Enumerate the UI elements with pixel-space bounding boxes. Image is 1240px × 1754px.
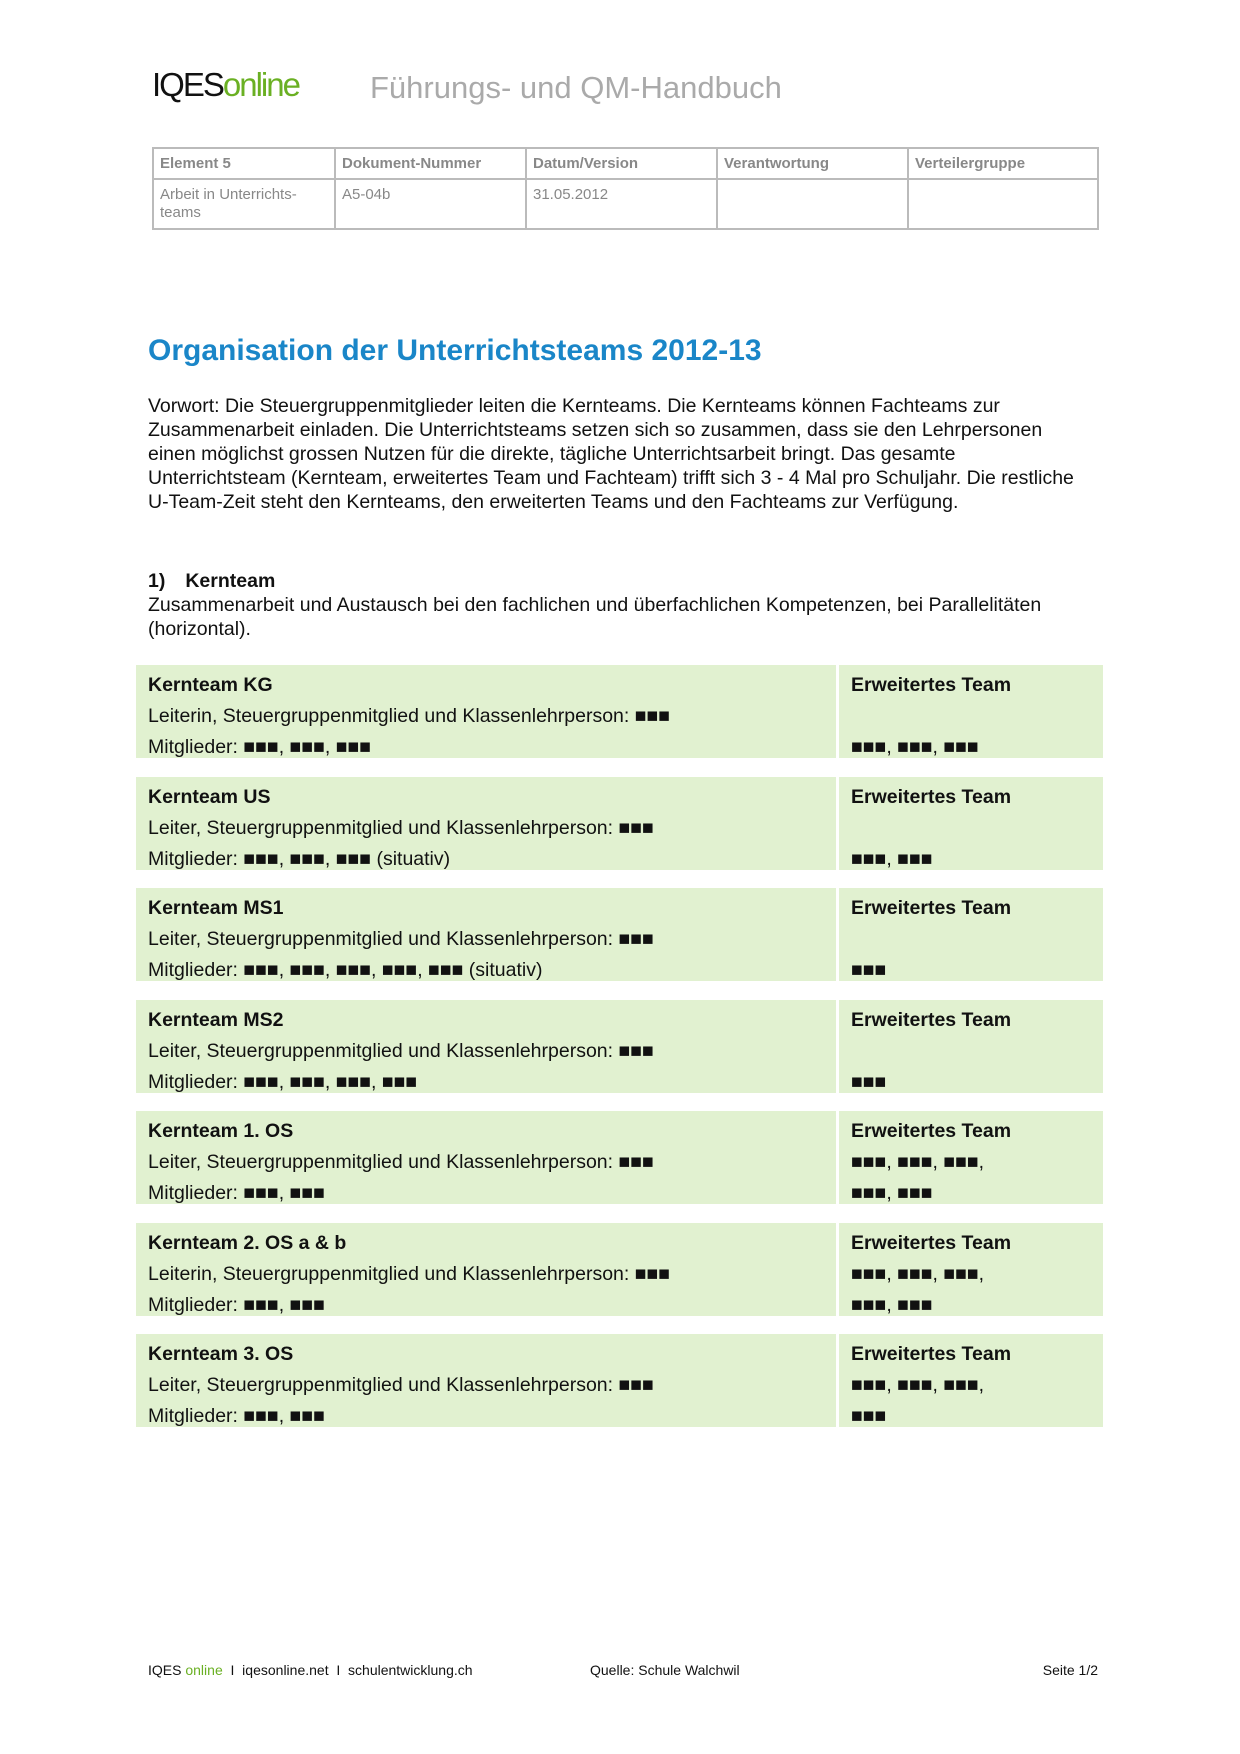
extended-team	[836, 1000, 1103, 1093]
page-number: Seite 1/2	[1042, 1662, 1098, 1678]
meta-header: Datum/Version	[526, 148, 717, 179]
footer-brand: IQES	[148, 1662, 182, 1678]
team-name: Kernteam 1. OS	[148, 1120, 294, 1142]
extended-team-members: ■■■	[851, 959, 887, 981]
iqes-logo	[152, 66, 299, 104]
extended-team-title: Erweitertes Team	[851, 1008, 1012, 1031]
team-name: Kernteam MS1	[148, 897, 284, 919]
team-box	[136, 1223, 1103, 1316]
core-team	[148, 1116, 654, 1209]
section-title: Kernteam	[185, 570, 276, 592]
team-name: Kernteam MS2	[148, 1008, 284, 1031]
handbook-title: Führungs- und QM-Handbuch	[370, 70, 782, 105]
extended-team-members: ■■■, ■■■	[851, 1182, 933, 1204]
team-box	[136, 1111, 1103, 1204]
extended-team	[836, 665, 1103, 758]
team-name: Kernteam 2. OS a & b	[148, 1231, 347, 1254]
extended-team-members: ■■■	[851, 1070, 887, 1093]
team-name: Kernteam KG	[148, 674, 273, 696]
team-name: Kernteam US	[148, 785, 271, 808]
team-leader: Leiter, Steuergruppenmitglied und Klassenlehrperson: ■■■	[148, 928, 654, 950]
logo-text-online: online	[222, 66, 299, 103]
extended-team	[836, 1223, 1103, 1316]
team-leader: Leiterin, Steuergruppenmitglied und Klassenlehrperson: ■■■	[148, 1262, 671, 1285]
extended-team-title: Erweitertes Team	[851, 897, 1012, 919]
footer-link-text[interactable]: I iqesonline.net I schulentwicklung.ch	[230, 1662, 473, 1678]
meta-header: Verteilergruppe	[908, 148, 1098, 179]
extended-team-members: ■■■, ■■■	[851, 1293, 933, 1316]
meta-header: Dokument-Nummer	[335, 148, 526, 179]
meta-value: 31.05.2012	[526, 179, 717, 229]
team-leader: Leiter, Steuergruppenmitglied und Klassenlehrperson: ■■■	[148, 1151, 654, 1173]
footer-links	[148, 1662, 473, 1678]
team-box	[136, 1334, 1103, 1427]
extended-team	[836, 777, 1103, 870]
extended-team-title: Erweitertes Team	[851, 1231, 1012, 1254]
core-team	[148, 1339, 654, 1432]
extended-team-title: Erweitertes Team	[851, 785, 1012, 808]
meta-header: Verantwortung	[717, 148, 908, 179]
core-team	[148, 1005, 654, 1098]
team-leader: Leiter, Steuergruppenmitglied und Klassenlehrperson: ■■■	[148, 816, 654, 839]
extended-team	[836, 888, 1103, 981]
core-team	[148, 670, 670, 763]
meta-value	[717, 179, 908, 229]
core-team	[148, 893, 654, 986]
team-name: Kernteam 3. OS	[148, 1343, 294, 1365]
extended-team-members	[851, 924, 1103, 955]
team-members: Mitglieder: ■■■, ■■■, ■■■, ■■■, ■■■ (situativ)	[148, 959, 543, 981]
team-leader: Leiterin, Steuergruppenmitglied und Klassenlehrperson: ■■■	[148, 705, 671, 727]
team-box	[136, 888, 1103, 981]
document-meta-table	[152, 147, 1099, 230]
team-leader: Leiter, Steuergruppenmitglied und Klassenlehrperson: ■■■	[148, 1039, 654, 1062]
section-heading	[148, 569, 1088, 593]
team-leader: Leiter, Steuergruppenmitglied und Klassenlehrperson: ■■■	[148, 1374, 654, 1396]
intro-paragraph: Vorwort: Die Steuergruppenmitglieder leiten die Kernteams. Die Kernteams können Fachteams zur Zusammenarbeit einladen. Die Unterrichtsteams setzen sich so zusammen, dass sie den Lehrpersonen einen möglichst grossen Nutzen für die direkte, tägliche Unterrichtsarbeit bringt. Das gesamte Unterrichtsteam (Kernteam, erweitertes Team und Fachteam) trifft sich 3 - 4 Mal pro Schuljahr. Die restliche U-Team-Zeit steht den Kernteams, den erweiterten Teams und den Fachteams zur Verfügung.	[148, 395, 1074, 513]
team-members: Mitglieder: ■■■, ■■■	[148, 1182, 325, 1204]
extended-team-members: ■■■, ■■■	[851, 847, 933, 870]
meta-value: Arbeit in Unterrichts-teams	[153, 179, 335, 229]
extended-team-members: ■■■, ■■■, ■■■,	[851, 1151, 985, 1173]
extended-team	[836, 1334, 1103, 1427]
team-box	[136, 665, 1103, 758]
extended-team-members: ■■■	[851, 1405, 887, 1427]
core-team	[148, 1228, 670, 1321]
page-title: Organisation der Unterrichtsteams 2012-13	[148, 334, 762, 367]
meta-value: A5-04b	[335, 179, 526, 229]
team-members: Mitglieder: ■■■, ■■■, ■■■ (situativ)	[148, 847, 451, 870]
extended-team-members: ■■■, ■■■, ■■■,	[851, 1262, 985, 1285]
team-box	[136, 1000, 1103, 1093]
extended-team-members	[851, 813, 1103, 844]
core-team	[148, 782, 654, 875]
extended-team-members: ■■■, ■■■, ■■■	[851, 736, 979, 758]
meta-header: Element 5	[153, 148, 335, 179]
extended-team-title: Erweitertes Team	[851, 1120, 1012, 1142]
team-members: Mitglieder: ■■■, ■■■	[148, 1405, 325, 1427]
meta-value	[908, 179, 1098, 229]
section-number: 1)	[148, 570, 166, 592]
footer-source: Quelle: Schule Walchwil	[590, 1662, 740, 1678]
footer-brand-online: online	[185, 1662, 223, 1678]
team-members: Mitglieder: ■■■, ■■■, ■■■, ■■■	[148, 1070, 418, 1093]
extended-team-members	[851, 1036, 1103, 1067]
section-description: Zusammenarbeit und Austausch bei den fachlichen und überfachlichen Kompetenzen, bei Parallelitäten (horizontal).	[148, 594, 1042, 640]
team-box	[136, 777, 1103, 870]
extended-team-members	[851, 701, 1103, 732]
team-members: Mitglieder: ■■■, ■■■, ■■■	[148, 736, 372, 758]
extended-team-members: ■■■, ■■■, ■■■,	[851, 1374, 985, 1396]
extended-team	[836, 1111, 1103, 1204]
extended-team-title: Erweitertes Team	[851, 674, 1012, 696]
team-members: Mitglieder: ■■■, ■■■	[148, 1293, 325, 1316]
logo-text: IQES	[152, 66, 223, 103]
extended-team-title: Erweitertes Team	[851, 1343, 1012, 1365]
